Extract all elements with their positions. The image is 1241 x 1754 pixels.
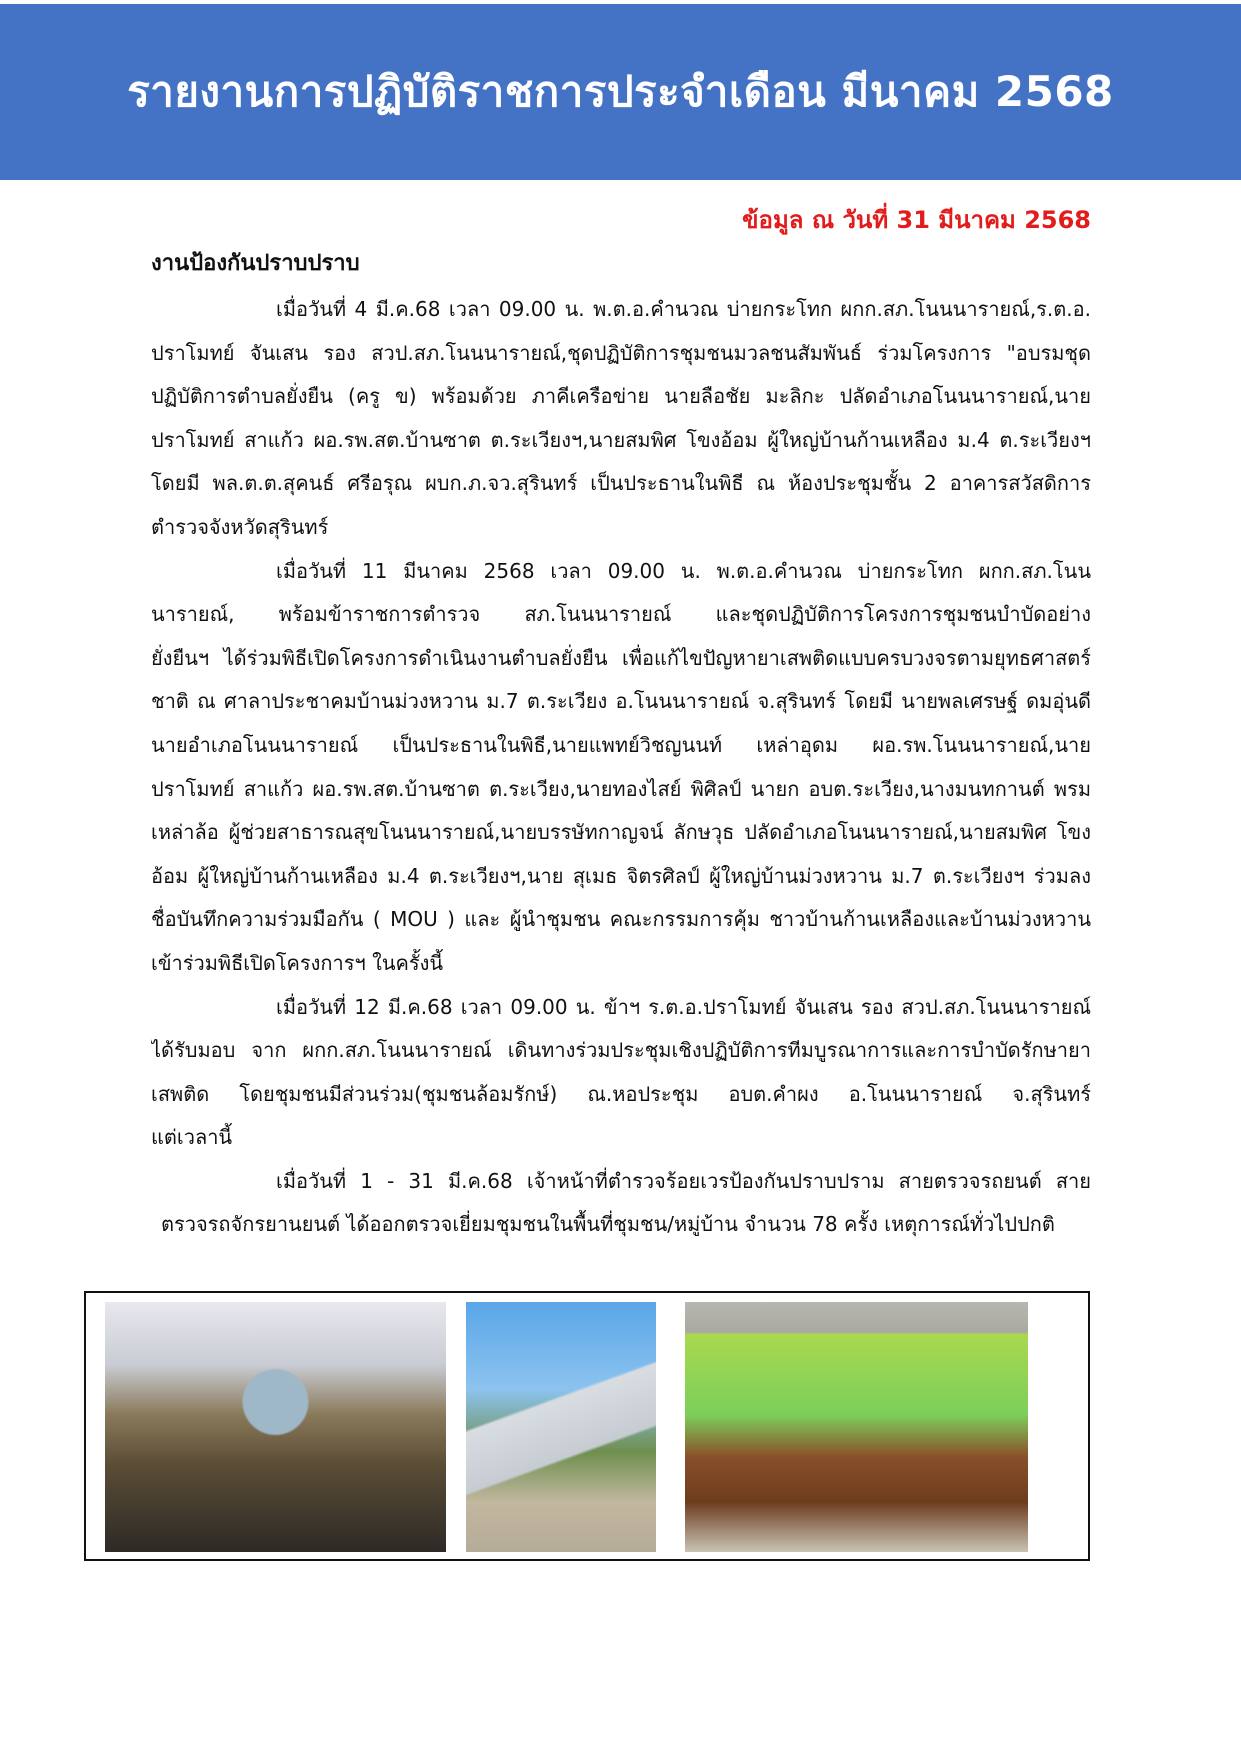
photo-meeting-hall — [105, 1302, 446, 1552]
paragraph-line: ปราโมทย์ จันเสน รอง สวป.สภ.โนนนารายณ์,ชุดปฏิบัติการชุมชนมวลชนสัมพันธ์ ร่วมโครงการ "อบรมชุด — [151, 340, 1091, 365]
paragraph-line: เมื่อวันที่ 4 มี.ค.68 เวลา 09.00 น. พ.ต.อ.คำนวณ บ่ายกระโทก ผกก.สภ.โนนนารายณ์,ร.ต.อ. — [276, 297, 1091, 321]
page-title: รายงานการปฏิบัติราชการประจำเดือน มีนาคม 2568 — [127, 67, 1114, 116]
paragraph-line: ตรวจรถจักรยานยนต์ ได้ออกตรวจเยี่ยมชุมชนในพื้นที่ชุมชน/หมู่บ้าน จำนวน 78 ครั้ง เหตุการณ์ทั่วไปปกติ — [161, 1212, 1055, 1237]
paragraph-line: ปราโมทย์ สาแก้ว ผอ.รพ.สต.บ้านซาต ต.ระเวียงฯ,นายสมพิศ โขงอ้อม ผู้ใหญ่บ้านก้านเหลือง ม.4 ต.ระเวียงฯ — [151, 427, 1091, 452]
paragraph-line: ปฏิบัติการตำบลยั่งยืน (ครู ข) พร้อมด้วย ภาคีเครือข่าย นายลือชัย มะลิกะ ปลัดอำเภอโนนนารายณ์,นาย — [151, 384, 1091, 409]
paragraph-line: ได้รับมอบ จาก ผกก.สภ.โนนนารายณ์ เดินทางร่วมประชุมเชิงปฏิบัติการทีมบูรณาการและการบำบัดรักษายา — [151, 1038, 1091, 1063]
paragraph — [151, 550, 1091, 986]
data-as-of-date: ข้อมูล ณ วันที่ 31 มีนาคม 2568 — [742, 206, 1091, 234]
paragraph-line: ชื่อบันทึกความร่วมมือกัน ( MOU ) และ ผู้นำชุมชน คณะกรรมการคุ้ม ชาวบ้านก้านเหลืองและบ้านม่วงหวาน — [151, 907, 1091, 932]
paragraph — [151, 288, 1091, 550]
page-header — [0, 4, 1241, 180]
photo-community-ceremony — [685, 1302, 1028, 1552]
paragraph-line: นายอำเภอโนนนารายณ์ เป็นประธานในพิธี,นายแพทย์วิชญนนท์ เหล่าอุดม ผอ.รพ.โนนนารายณ์,นาย — [151, 732, 1091, 757]
paragraph-line: แต่เวลานี้ — [151, 1125, 233, 1150]
paragraph — [151, 1160, 1091, 1247]
paragraph — [151, 986, 1091, 1160]
report-body — [151, 288, 1091, 1247]
paragraph-line: เข้าร่วมพิธีเปิดโครงการฯ ในครั้งนี้ — [151, 950, 444, 975]
photo-hospital-entrance — [466, 1302, 656, 1552]
paragraph-line: เมื่อวันที่ 11 มีนาคม 2568 เวลา 09.00 น. พ.ต.อ.คำนวณ บ่ายกระโทก ผกก.สภ.โนน — [276, 558, 1091, 583]
paragraph-line: ปราโมทย์ สาแก้ว ผอ.รพ.สต.บ้านซาต ต.ระเวียง,นายทองไสย์ พิศิลป์ นายก อบต.ระเวียง,นางมนทกานต์ พรม — [151, 776, 1091, 801]
paragraph-line: เสพติด โดยชุมชนมีส่วนร่วม(ชุมชนล้อมรักษ์) ณ.หอประชุม อบต.คำผง อ.โนนนารายณ์ จ.สุรินทร์ — [151, 1081, 1091, 1106]
paragraph-line: ตำรวจจังหวัดสุรินทร์ — [151, 514, 329, 539]
paragraph-line: เหล่าล้อ ผู้ช่วยสาธารณสุขโนนนารายณ์,นายบรรษัทกาญจน์ ลักษวุธ ปลัดอำเภอโนนนารายณ์,นายสมพิศ โขง — [151, 820, 1091, 845]
paragraph-line: ยั่งยืนฯ ได้ร่วมพิธีเปิดโครงการดำเนินงานตำบลยั่งยืน เพื่อแก้ไขปัญหายาเสพติดแบบครบวงจรตามยุทธศาสตร์ — [151, 645, 1091, 670]
section-title: งานป้องกันปราบปราบ — [151, 251, 360, 276]
paragraph-line: อ้อม ผู้ใหญ่บ้านก้านเหลือง ม.4 ต.ระเวียงฯ,นาย สุเมธ จิตรศิลป์ ผู้ใหญ่บ้านม่วงหวาน ม.7 ต.ระเวียงฯ ร่วมลง — [151, 863, 1091, 888]
paragraph-line: เมื่อวันที่ 12 มี.ค.68 เวลา 09.00 น. ข้าฯ ร.ต.อ.ปราโมทย์ จันเสน รอง สวป.สภ.โนนนารายณ์ — [276, 994, 1091, 1019]
paragraph-line: เมื่อวันที่ 1 - 31 มี.ค.68 เจ้าหน้าที่ตำรวจร้อยเวรป้องกันปราบปราม สายตรวจรถยนต์ สาย — [276, 1168, 1091, 1193]
paragraph-line: โดยมี พล.ต.ต.สุคนธ์ ศรีอรุณ ผบก.ภ.จว.สุรินทร์ เป็นประธานในพิธี ณ ห้องประชุมชั้น 2 อาคารสวัสดิการ — [151, 471, 1091, 496]
paragraph-line: ชาติ ณ ศาลาประชาคมบ้านม่วงหวาน ม.7 ต.ระเวียง อ.โนนนารายณ์ จ.สุรินทร์ โดยมี นายพลเศรษฐ์ ดมอุ่นดี — [151, 689, 1091, 714]
photo-gallery — [84, 1291, 1090, 1561]
paragraph-line: นารายณ์, พร้อมข้าราชการตำรวจ สภ.โนนนารายณ์ และชุดปฏิบัติการโครงการชุมชนบำบัดอย่าง — [151, 602, 1091, 627]
